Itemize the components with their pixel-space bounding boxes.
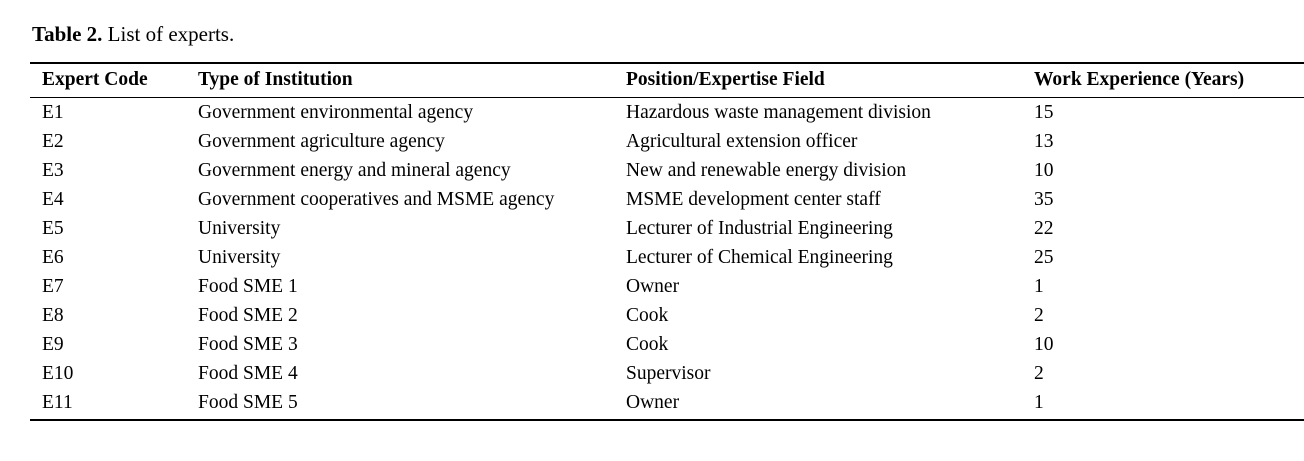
cell-expert-code: E5 bbox=[42, 218, 64, 239]
cell-work-experience: 13 bbox=[1034, 131, 1054, 152]
cell-work-experience: 15 bbox=[1034, 102, 1054, 123]
cell-type-of-institution: Government cooperatives and MSME agency bbox=[198, 189, 555, 210]
table-row bbox=[30, 243, 1304, 272]
cell-expert-code: E10 bbox=[42, 363, 74, 384]
cell-expert-code: E8 bbox=[42, 305, 64, 326]
cell-position-expertise-field: MSME development center staff bbox=[626, 189, 881, 210]
cell-expert-code: E4 bbox=[42, 189, 64, 210]
column-header-type-of-institution: Type of Institution bbox=[194, 63, 622, 98]
table-row bbox=[30, 214, 1304, 243]
cell-type-of-institution: Food SME 4 bbox=[198, 363, 298, 384]
cell-expert-code: E2 bbox=[42, 131, 64, 152]
cell-type-of-institution: Government agriculture agency bbox=[198, 131, 445, 152]
cell-work-experience: 35 bbox=[1034, 189, 1054, 210]
table-row bbox=[30, 330, 1304, 359]
table-header bbox=[30, 63, 1304, 98]
table-header-row bbox=[30, 63, 1304, 98]
cell-expert-code: E1 bbox=[42, 102, 64, 123]
table-caption-label: Table 2. bbox=[32, 22, 103, 46]
cell-work-experience: 10 bbox=[1034, 160, 1054, 181]
cell-work-experience: 2 bbox=[1034, 305, 1044, 326]
cell-expert-code: E6 bbox=[42, 247, 64, 268]
table-caption-text: List of experts. bbox=[102, 22, 235, 46]
column-header-work-experience: Work Experience (Years) bbox=[1030, 63, 1304, 98]
cell-type-of-institution: Government energy and mineral agency bbox=[198, 160, 511, 181]
column-header-position-expertise-field: Position/Expertise Field bbox=[622, 63, 1030, 98]
cell-position-expertise-field: Owner bbox=[622, 388, 1030, 420]
cell-position-expertise-field: Hazardous waste management division bbox=[626, 102, 931, 123]
table-row bbox=[30, 98, 1304, 128]
table-body bbox=[30, 98, 1304, 421]
experts-table bbox=[30, 62, 1304, 421]
table-row bbox=[30, 272, 1304, 301]
table-row bbox=[30, 156, 1304, 185]
cell-type-of-institution: Food SME 2 bbox=[198, 305, 298, 326]
cell-position-expertise-field: New and renewable energy division bbox=[626, 160, 907, 181]
cell-work-experience: 25 bbox=[1034, 247, 1054, 268]
cell-position-expertise-field: Agricultural extension officer bbox=[626, 131, 858, 152]
table-caption bbox=[32, 20, 1276, 48]
cell-work-experience: 1 bbox=[1030, 388, 1304, 420]
table-row bbox=[30, 388, 1304, 420]
table-row bbox=[30, 185, 1304, 214]
cell-type-of-institution: University bbox=[198, 218, 281, 239]
table-row bbox=[30, 127, 1304, 156]
cell-expert-code: E7 bbox=[42, 276, 64, 297]
cell-expert-code: E3 bbox=[42, 160, 64, 181]
cell-position-expertise-field: Cook bbox=[626, 334, 669, 355]
cell-position-expertise-field: Supervisor bbox=[626, 363, 711, 384]
cell-work-experience: 22 bbox=[1034, 218, 1054, 239]
cell-expert-code: E9 bbox=[42, 334, 64, 355]
column-header-expert-code: Expert Code bbox=[30, 63, 194, 98]
cell-type-of-institution: Government environmental agency bbox=[198, 102, 474, 123]
cell-position-expertise-field: Cook bbox=[626, 305, 669, 326]
table-row bbox=[30, 359, 1304, 388]
cell-work-experience: 1 bbox=[1034, 276, 1044, 297]
cell-type-of-institution: University bbox=[198, 247, 281, 268]
cell-work-experience: 2 bbox=[1034, 363, 1044, 384]
table-row bbox=[30, 301, 1304, 330]
cell-type-of-institution: Food SME 1 bbox=[198, 276, 298, 297]
cell-position-expertise-field: Owner bbox=[626, 276, 680, 297]
cell-position-expertise-field: Lecturer of Chemical Engineering bbox=[626, 247, 893, 268]
cell-work-experience: 10 bbox=[1034, 334, 1054, 355]
cell-type-of-institution: Food SME 3 bbox=[198, 334, 298, 355]
cell-position-expertise-field: Lecturer of Industrial Engineering bbox=[626, 218, 893, 239]
cell-expert-code: E11 bbox=[30, 388, 194, 420]
cell-type-of-institution: Food SME 5 bbox=[194, 388, 622, 420]
